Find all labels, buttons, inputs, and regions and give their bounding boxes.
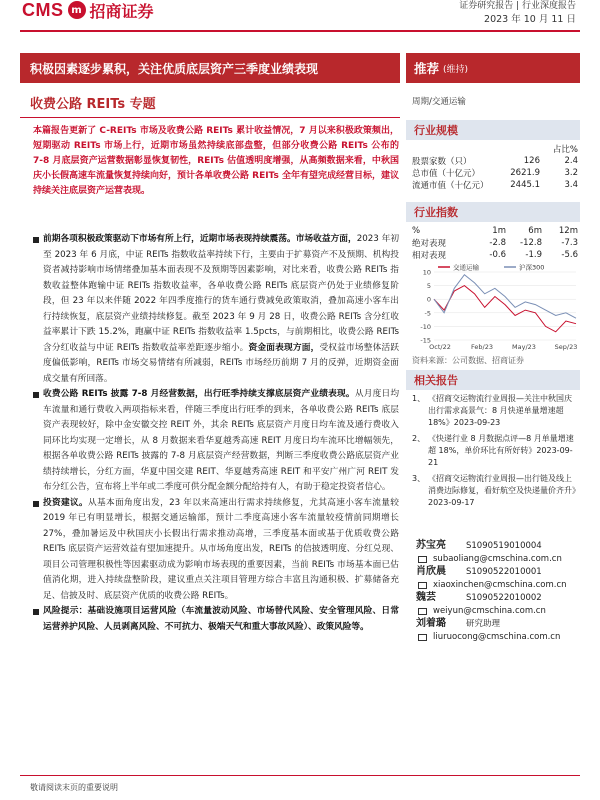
summary-text: 本篇报告更新了 C-REITs 市场及收费公路 REITs 累计收益情况，7 月以来积极政策频出，短期驱动 REITs 市场上行，近期市场虽然持续底部盘整，但部分收费公路 REITs 公布的 7-8 月底层资产运营数据彰显恢复韧性，REITs 估值透明度增强，从高频数据来看，中秋国庆小长假高速车流量恢复持续向好，预计各单收费公路 REITs 全年有望完成经营目标，建议持续关注底层资产运营表现。: [33, 126, 399, 196]
bullet-list: [33, 232, 399, 635]
bullet-body: 从月度日均车流量和通行费收入两项指标来看，伴随三季度出行旺季的到来，各单收费公路 REITs 底层资产表现较好，除中金安徽交控 REIT 外，其余 REITs 底层资产月度日均车流及通行费收入同环比均实现一定增长，从 8 月数据来看华夏越秀高速 REIT 月度日均车流环比增幅领先，根据各单收费公路 REITs 披露的 7-8 月底层资产经营数据，判断三季度收费公路底层资产业绩持续增长，分红方面，华夏中国交建 REIT、华夏越秀高速 REIT 和平安广州广河 REIT 发布分红公告，宣布将上半年或二季度可供分配金额分配给持有人，有助于稳定投资者信心。: [43, 389, 400, 492]
index-header-row: % 1m 6m 12m: [412, 226, 578, 236]
bullet-lead: 投资建议。: [43, 497, 89, 508]
header-meta: [459, 0, 576, 26]
report-date: 2023 年 10 月 11 日: [484, 14, 576, 25]
analyst-row: 刘着璐 研究助理: [416, 618, 501, 630]
series-line: [434, 286, 576, 332]
analyst-list: [416, 540, 578, 644]
y-tick-label: -5: [424, 309, 431, 318]
table-row: 流通市值（十亿元） 2445.1 3.4: [412, 180, 578, 191]
scale-header-row: [412, 143, 578, 155]
rating-box: [406, 53, 580, 83]
table-row: 股票家数（只） 126 2.4: [412, 156, 578, 167]
analyst-email-row: [416, 605, 578, 618]
list-item[interactable]: 3、 《招商交运物流行业周报—出行链及线上消费边际修复，看好航空及快递量价齐升》2023-09-17: [412, 474, 576, 507]
email-icon: [418, 556, 427, 563]
logo-mark-icon: m: [68, 1, 86, 19]
table-row: 绝对表现 -2.8 -12.8 -7.3: [412, 238, 578, 249]
report-subtitle: 收费公路 REITs 专题: [30, 97, 156, 112]
email-link[interactable]: liuruocong@cmschina.com.cn: [433, 632, 561, 643]
x-tick-label: May/23: [512, 343, 536, 351]
analyst-row: 苏宝亮 S1090519010004: [416, 540, 542, 552]
chart-source: 资料来源：公司数据、招商证券: [412, 356, 524, 365]
logo-text: CMS: [22, 0, 64, 20]
bullet-item: [33, 496, 399, 605]
y-tick-label: 5: [426, 282, 431, 291]
y-tick-label: -10: [420, 322, 431, 331]
x-tick-label: Oct/22: [429, 343, 451, 351]
bullet-lead: 风险提示：基础设施项目运营风险（车流量波动风险、市场替代风险、安全管理风险、日常运营养护风险、人员剥离风险、不可抗力、极端天气和重大事故风险）、政策风险等。: [43, 606, 399, 632]
legend-label: 交通运输: [453, 263, 479, 272]
analyst-row: 肖欣晨 S1090522010001: [416, 566, 542, 578]
logo-chinese-name: 招商证券: [89, 1, 154, 21]
summary-divider: [20, 117, 400, 118]
scale-table: [412, 143, 578, 191]
y-tick-label: -15: [420, 336, 431, 345]
email-link[interactable]: weiyun@cmschina.com.cn: [433, 606, 546, 617]
industry-label: 周期/交通运输: [412, 97, 466, 107]
footer-note: 敬请阅读末页的重要说明: [30, 783, 118, 792]
company-logo: [22, 0, 154, 20]
related-reports-list: [412, 393, 578, 513]
list-item[interactable]: 2、 《快递行业 8 月数据点评—8 月单量增速超 18%，单价环比有所好转》2023-09-21: [412, 434, 574, 467]
bullet-lead: 前期各项积极政策驱动下市场有所上行，近期市场表现持续震荡。市场收益方面，: [43, 234, 357, 244]
index-section-title: 行业指数: [406, 202, 580, 222]
x-tick-label: Sep/23: [554, 343, 578, 351]
y-tick-label: 0: [426, 295, 431, 304]
report-title: 积极因素逐步累积，关注优质底层资产三季度业绩表现: [20, 53, 400, 83]
page-header: [0, 0, 600, 30]
header-divider: [20, 30, 580, 32]
rating: 推荐: [414, 61, 440, 76]
analyst-row: 魏芸 S1090522010002: [416, 592, 542, 604]
email-icon: [418, 582, 427, 589]
email-icon: [418, 608, 427, 615]
y-tick-label: 10: [422, 268, 431, 277]
analyst-email-row: [416, 579, 578, 592]
analyst-email-row: [416, 553, 578, 566]
email-link[interactable]: xiaoxinchen@cmschina.com.cn: [433, 580, 567, 591]
footer-divider: [20, 775, 580, 776]
report-type: 证券研究报告 | 行业深度报告: [459, 1, 576, 11]
bullet-item: [33, 604, 399, 635]
legend-label: 沪深300: [519, 263, 545, 272]
table-row: 相对表现 -0.6 -1.9 -5.6: [412, 250, 578, 261]
scale-section-title: 行业规模: [406, 120, 580, 140]
email-link[interactable]: subaoliang@cmschina.com.cn: [433, 554, 562, 565]
list-item[interactable]: 1、 《招商交运物流行业周报—关注中秋国庆出行需求高景气：8 月快递单量增速超 18%》2023-09-23: [412, 394, 572, 427]
related-reports-title: 相关报告: [406, 370, 580, 390]
bullet-item: [33, 387, 399, 496]
bullet-lead: 资金面表现方面，: [248, 342, 320, 353]
bullet-body: 从基本面角度出发，23 年以来高速出行需求持续修复，尤其高速小客车流量较 2019 年已有明显增长，根据交通运输部，预计二季度高速小客车流量较疫情前同期增长 27%，叠加暑运及中秋国庆小长假出行需求推动高增，三季度基本面或基于优质收费公路 REITs 底层资产运营效益有望加速提升。从市场角度出发，REITs 的信披透明度、分红兑现、项目公司管理积极性等因素驱动成为影响市场表现的重要因素，当前 REITs 市场基本面已估值消化期，进入持续盘整阶段，建议重点关注项目管理方综合丰富且沟通积极、扩募储备充足、信披及时、底层资产优质的收费公路 REITs。: [43, 497, 399, 601]
scale-unit: 占比%: [552, 145, 578, 155]
rating-note: (维持): [443, 64, 469, 75]
email-icon: [418, 634, 427, 641]
bullet-item: [33, 232, 399, 387]
analyst-email-row: [416, 631, 578, 644]
x-tick-label: Feb/23: [471, 343, 493, 351]
index-table: [412, 225, 578, 261]
bullet-body: 受权益市场整体活跃度偏低影响，REITs 市场交易情绪有所减弱，REITs 市场经历前期 7 月的反弹，近期资金面成交量有所回落。: [43, 342, 400, 384]
index-line-chart: [412, 262, 578, 354]
table-row: 总市值（十亿元） 2621.9 3.2: [412, 168, 578, 179]
bullet-lead: 收费公路 REITs 披露 7-8 月经营数据，出行旺季持续支撑底层资产业绩表现。: [43, 389, 355, 399]
series-line: [434, 275, 576, 319]
bullet-body: 2023 年初至 2023 年 6 月底，中证 REITs 指数收益率持续下行，主要由于扩募资产不及预期、机构投资者减持影响市场情绪叠加基本面表现不及预期等因素影响，对比来看，收费公路 REITs 指数收益整体跑输中证 REITs 指数收益率，各单收费公路 REITs 底层资产仍处于业绩修复阶段，但 23 年以来伴随 2022 年四季度推行的货车通行费减免政策取消，叠加高速小客车出行持续恢复，底层资产业绩持续修复。截至 2023 年 9 月 28 日，收费公路 REITs 含分红收益率累计下跌 15.2%，跑赢中证 REITs 指数收益率 1.5pcts，与前期相比，收费公路 REITs 含分红收益与中证 REITs 指数收益率差距逐步缩小。: [43, 234, 400, 353]
